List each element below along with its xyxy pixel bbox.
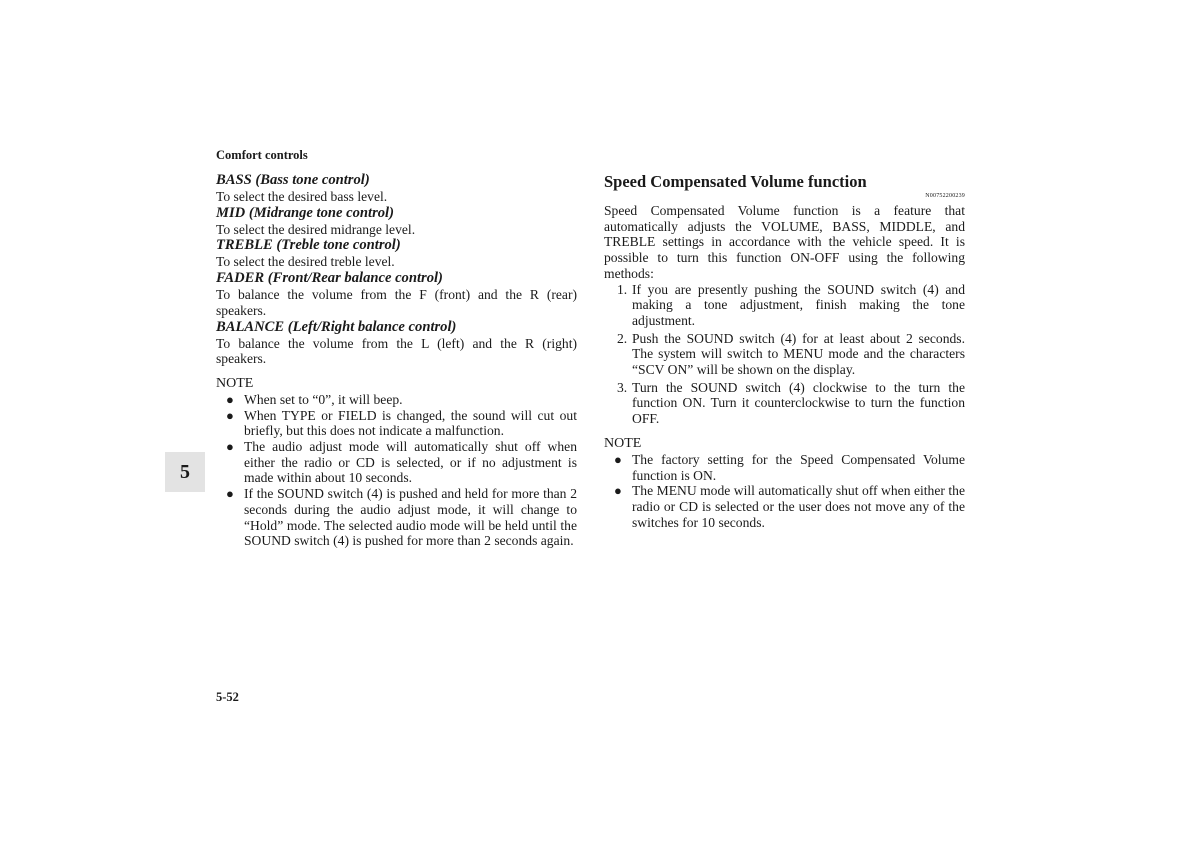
- control-item-balance: [216, 319, 577, 367]
- note-list: [216, 392, 577, 549]
- reference-code: N00752200239: [925, 193, 965, 199]
- note-label: NOTE: [604, 435, 642, 451]
- mid-heading: MID (Midrange tone control): [216, 204, 394, 221]
- note-item: ● When TYPE or FIELD is changed, the sound will cut out briefly, but this does not indicate a malfunction.: [226, 407, 577, 439]
- step-number: 3.: [617, 379, 628, 395]
- intro-paragraph: Speed Compensated Volume function is a feature that automatically adjusts the VOLUME, BASS, MIDDLE, and TREBLE settings in accordance with the vehicle speed. It is possible to turn this function ON-OFF using the following methods:: [604, 203, 965, 281]
- section-header: Comfort controls: [216, 148, 308, 162]
- bullet-icon: ●: [226, 486, 234, 502]
- left-column: [216, 172, 577, 549]
- treble-heading: TREBLE (Treble tone control): [216, 237, 401, 254]
- right-column: [604, 172, 965, 530]
- bullet-icon: ●: [614, 483, 622, 499]
- fader-heading: FADER (Front/Rear balance control): [216, 270, 443, 287]
- bullet-icon: ●: [226, 391, 234, 407]
- step-item: 1. If you are presently pushing the SOUND switch (4) and making a tone adjustment, finish making the tone adjustment.: [617, 281, 965, 328]
- step-number: 2.: [617, 330, 628, 346]
- control-item-treble: [216, 237, 577, 270]
- control-item-mid: [216, 205, 577, 238]
- bullet-icon: ●: [226, 407, 234, 423]
- note-item: ● The factory setting for the Speed Compensated Volume function is ON.: [614, 451, 965, 483]
- note-item: ● If the SOUND switch (4) is pushed and held for more than 2 seconds during the audio adjust mode, it will change to “Hold” mode. The selected audio mode will be held until the SOUND switch (4) is pushed for more than 2 seconds again.: [226, 486, 577, 549]
- treble-description: To select the desired treble level.: [216, 254, 395, 270]
- step-number: 1.: [617, 281, 628, 297]
- fader-description: To balance the volume from the F (front) and the R (rear) speakers.: [216, 287, 577, 318]
- balance-description: To balance the volume from the L (left) and the R (right) speakers.: [216, 335, 577, 367]
- bass-heading: BASS (Bass tone control): [216, 172, 370, 188]
- balance-heading: BALANCE (Left/Right balance control): [216, 318, 457, 335]
- step-item: 2. Push the SOUND switch (4) for at least about 2 seconds. The system will switch to MENU mode and the characters “SCV ON” will be shown on the display.: [617, 330, 965, 378]
- section-title: Speed Compensated Volume function: [604, 172, 867, 191]
- bullet-icon: ●: [226, 439, 234, 455]
- mid-description: To select the desired midrange level.: [216, 221, 416, 237]
- note-label: NOTE: [216, 375, 254, 391]
- chapter-tab: 5: [165, 452, 205, 492]
- note-list: [604, 452, 965, 531]
- control-item-bass: [216, 172, 577, 205]
- note-item: ● The MENU mode will automatically shut off when either the radio or CD is selected or the user does not move any of the switches for 10 seconds.: [614, 483, 965, 530]
- bullet-icon: ●: [614, 451, 622, 467]
- note-item: ● When set to “0”, it will beep.: [226, 391, 403, 407]
- page-number: 5-52: [216, 690, 239, 704]
- control-item-fader: [216, 270, 577, 318]
- steps-list: [604, 282, 965, 427]
- bass-description: To select the desired bass level.: [216, 189, 388, 204]
- note-item: ● The audio adjust mode will automatically shut off when either the radio or CD is selected, or if no adjustment is made within about 10 seconds.: [226, 439, 577, 486]
- step-item: 3. Turn the SOUND switch (4) clockwise to the turn the function ON. Turn it counterclockwise to turn the function OFF.: [617, 379, 965, 427]
